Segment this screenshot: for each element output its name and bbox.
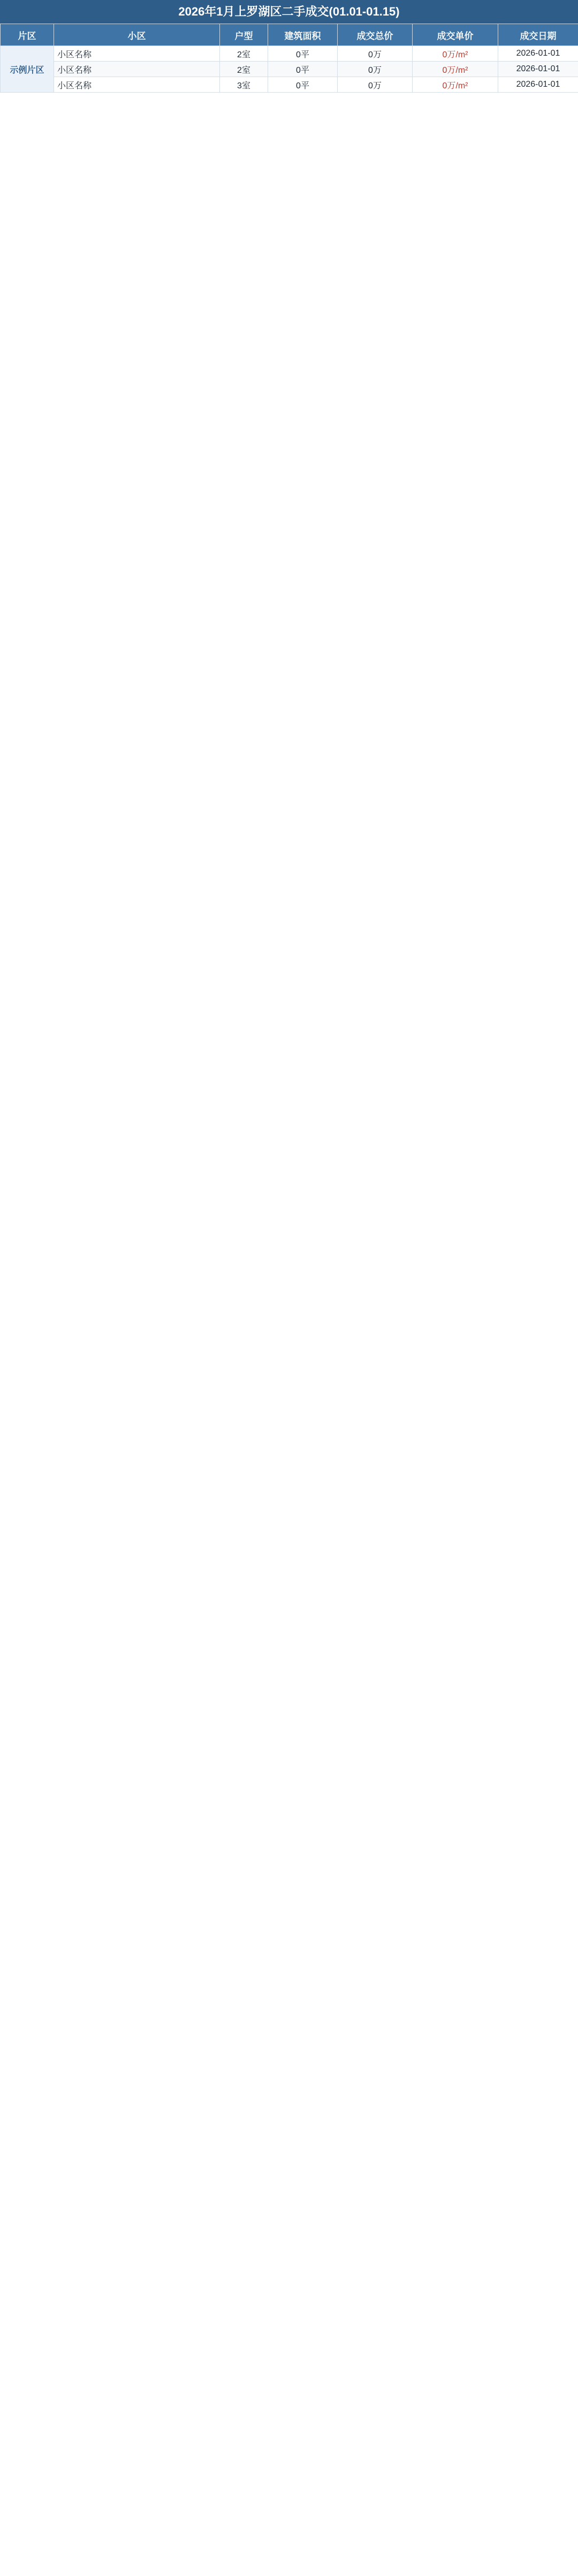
date-cell: 2026-01-01 — [498, 77, 578, 93]
community-header: 小区 — [54, 24, 220, 46]
layout-header: 户型 — [220, 24, 268, 46]
table-header-row — [1, 24, 578, 46]
total-price-cell: 0万 — [338, 77, 413, 93]
area-cell: 0平 — [268, 46, 338, 62]
layout-cell: 3室 — [220, 77, 268, 93]
unit-price-cell: 0万/m² — [413, 77, 498, 93]
unit-price-header: 成交单价 — [413, 24, 498, 46]
area-header: 建筑面积 — [268, 24, 338, 46]
table-row — [1, 77, 578, 93]
district-cell: 示例片区 — [1, 46, 54, 93]
community-cell: 小区名称 — [54, 46, 220, 62]
area-cell: 0平 — [268, 77, 338, 93]
total-price-cell: 0万 — [338, 62, 413, 77]
table-row — [1, 62, 578, 77]
transactions-table — [0, 24, 578, 93]
table-body — [1, 46, 578, 93]
unit-price-cell: 0万/m² — [413, 46, 498, 62]
district-header: 片区 — [1, 24, 54, 46]
layout-cell: 2室 — [220, 46, 268, 62]
unit-price-cell: 0万/m² — [413, 62, 498, 77]
date-cell: 2026-01-01 — [498, 46, 578, 62]
community-cell: 小区名称 — [54, 77, 220, 93]
date-cell: 2026-01-01 — [498, 62, 578, 77]
page-title: 2026年1月上罗湖区二手成交(01.01-01.15) — [0, 0, 578, 24]
table-row — [1, 46, 578, 62]
area-cell: 0平 — [268, 62, 338, 77]
total-price-cell: 0万 — [338, 46, 413, 62]
community-cell: 小区名称 — [54, 62, 220, 77]
layout-cell: 2室 — [220, 62, 268, 77]
date-header: 成交日期 — [498, 24, 578, 46]
total-price-header: 成交总价 — [338, 24, 413, 46]
